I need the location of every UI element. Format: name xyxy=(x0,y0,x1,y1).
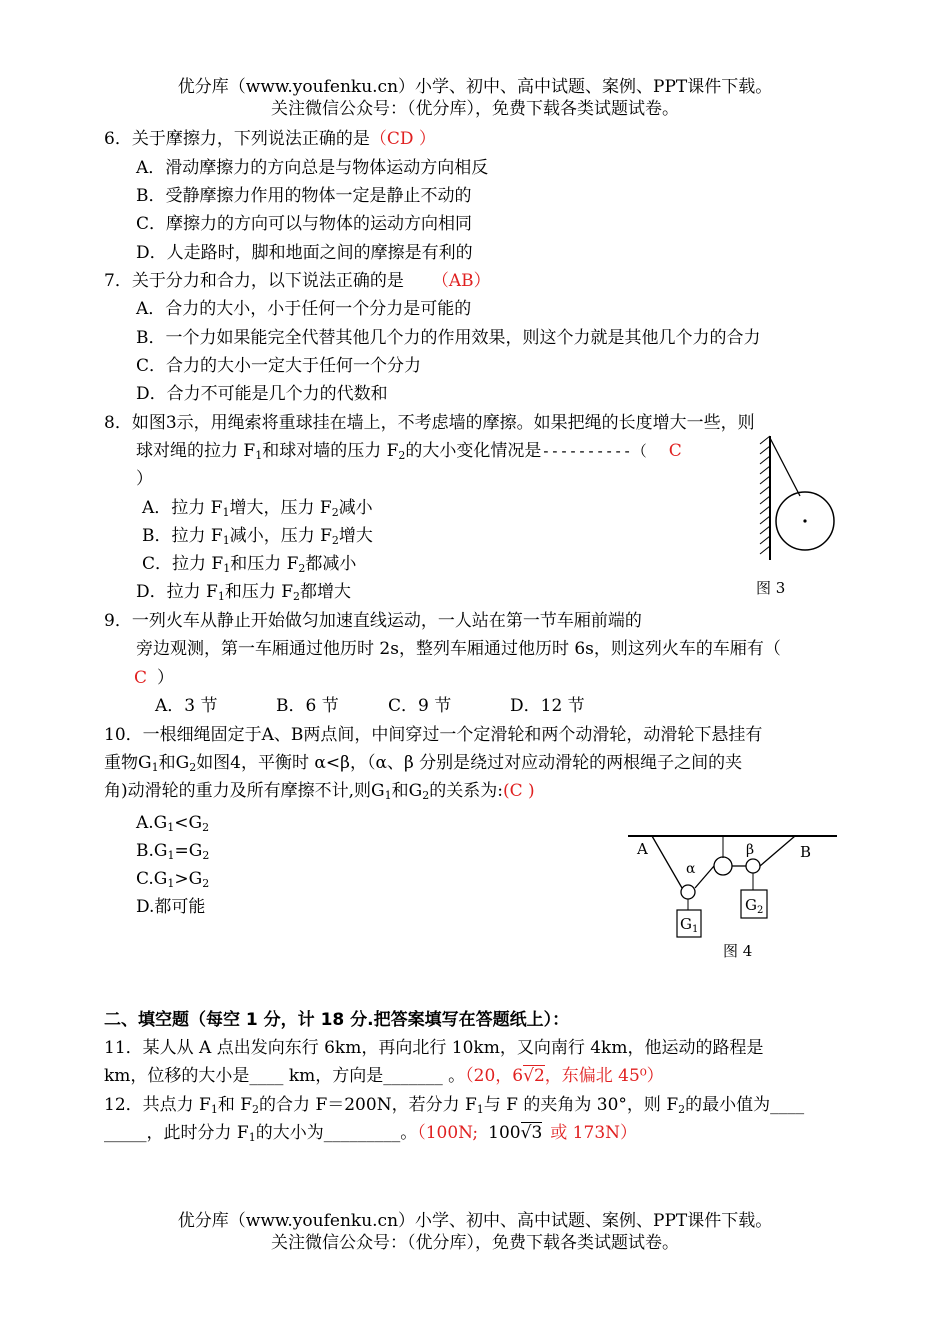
moving-pulley-1 xyxy=(681,885,695,899)
q10-text: 如图4，平衡时 α<β，（α、β 分别是绕过对应动滑轮的两根绳子之间的夹 xyxy=(196,753,743,773)
q10-answer: (C ) xyxy=(502,781,535,801)
q8-opt-text: 和压力 F xyxy=(224,582,294,602)
rope-left-inner xyxy=(695,866,714,888)
q8-text-c: 的大小变化情况是 xyxy=(405,441,542,461)
q12-answer-b: 或 173N） xyxy=(550,1123,638,1143)
q12-sqrt: √3 xyxy=(520,1123,543,1143)
q6-option-d: D．人走路时，脚和地面之间的摩擦是有利的 xyxy=(136,243,473,263)
subscript: 2 xyxy=(331,534,339,547)
figure-4-pulleys xyxy=(625,830,840,940)
q8-opt-text: 和压力 F xyxy=(230,554,299,574)
q7-option-a: A．合力的大小，小于任何一个分力是可能的 xyxy=(136,299,472,319)
subscript: 1 xyxy=(167,877,175,890)
q9-option-a: A．3 节 xyxy=(155,696,218,716)
label-g: G xyxy=(680,915,692,933)
q9-answer: C xyxy=(134,668,148,688)
subscript: 1 xyxy=(691,924,699,935)
subscript: 2 xyxy=(202,849,210,862)
q10-option-c xyxy=(136,868,209,890)
q11-answer-b: ，东偏北 45⁰） xyxy=(544,1066,664,1086)
q10-opt-text: <G xyxy=(174,813,203,833)
subscript: 1 xyxy=(222,534,230,547)
rope-right-outer xyxy=(760,836,795,866)
q11-line-2 xyxy=(104,1065,664,1087)
subscript: 1 xyxy=(248,1131,256,1144)
q12-text: _____，此时分力 F xyxy=(104,1123,249,1143)
section-2-title: 二、填空题（每空 1 分，计 18 分.把答案填写在答题纸上）： xyxy=(104,1010,570,1030)
q8-opt-text: 都减小 xyxy=(305,554,357,574)
ball-center-dot xyxy=(803,519,806,522)
q12-text: 与 F 的夹角为 30°，则 F xyxy=(483,1095,679,1115)
q7-option-b: B．一个力如果能完全代替其他几个力的作用效果，则这个力就是其他几个力的合力 xyxy=(136,328,761,348)
subscript: 1 xyxy=(210,1103,218,1116)
q7-option-d: D．合力不可能是几个力的代数和 xyxy=(136,384,388,404)
subscript: 1 xyxy=(223,562,231,575)
subscript: 2 xyxy=(252,1103,260,1116)
label-a: A xyxy=(637,840,648,858)
q9-close: ） xyxy=(157,668,175,688)
label-g: G xyxy=(745,896,757,914)
q10-text: 和G xyxy=(158,753,190,773)
q9-line-1: 9．一列火车从静止开始做匀加速直线运动，一人站在第一节车厢前端的 xyxy=(104,611,642,631)
q10-opt-text: C.G xyxy=(136,869,168,889)
q8-close-paren: ） xyxy=(136,469,153,489)
q8-opt-text: B．拉力 F xyxy=(142,526,223,546)
q12-answer-num: 100 xyxy=(488,1123,521,1143)
subscript: 2 xyxy=(756,905,764,916)
wall-hatching xyxy=(760,436,770,554)
subscript: 1 xyxy=(151,761,159,774)
q12-answer-a: （100N; xyxy=(417,1123,479,1143)
subscript: 2 xyxy=(298,562,306,575)
q12-text: 的大小为_________。 xyxy=(255,1123,418,1143)
q12-sqrt-radicand: 3 xyxy=(531,1123,543,1143)
q8-option-c xyxy=(142,553,356,575)
q6-option-a: A．滑动摩擦力的方向总是与物体运动方向相反 xyxy=(136,158,489,178)
q6-option-b: B．受静摩擦力作用的物体一定是静止不动的 xyxy=(136,186,472,206)
q8-opt-text: A．拉力 F xyxy=(142,498,223,518)
subscript: 1 xyxy=(384,789,392,802)
q6-answer: （CD ） xyxy=(369,129,436,149)
q11-sqrt-radicand: 2 xyxy=(533,1066,545,1086)
q12-line-2 xyxy=(104,1122,637,1144)
subscript: 2 xyxy=(202,877,210,890)
q10-option-b xyxy=(136,840,209,862)
q12-text: 的合力 F＝200N，若分力 F xyxy=(259,1095,477,1115)
label-alpha: α xyxy=(686,861,696,877)
q8-dashes: ----------（ xyxy=(541,442,647,460)
moving-pulley-2 xyxy=(746,859,760,873)
rope-line xyxy=(770,438,800,496)
q8-opt-text: 增大，压力 F xyxy=(229,498,332,518)
header-line-1: 优分库（www.youfenku.cn）小学、初中、高中试题、案例、PPT课件下载。 xyxy=(177,77,773,97)
q8-line-2 xyxy=(136,440,682,462)
q8-opt-text: 减小 xyxy=(338,498,373,518)
q7-stem-text: 7．关于分力和合力，以下说法正确的是 xyxy=(104,271,404,291)
label-b: B xyxy=(800,843,812,861)
q8-answer: C xyxy=(668,441,682,461)
q7-stem xyxy=(104,270,491,292)
q9-answer-line xyxy=(134,667,174,689)
q8-opt-text: 都增大 xyxy=(300,582,352,602)
subscript: 1 xyxy=(217,590,225,603)
q11-answer-a: （20，6 xyxy=(465,1066,524,1086)
q9-line-2: 旁边观测，第一车厢通过他历时 2s，整列车厢通过他历时 6s，则这列火车的车厢有（ xyxy=(136,639,781,659)
subscript: 2 xyxy=(422,789,430,802)
q11-sqrt: √2 xyxy=(523,1066,545,1086)
q10-line-1: 10．一根细绳固定于A、B两点间，中间穿过一个定滑轮和两个动滑轮，动滑轮下悬挂有 xyxy=(104,725,763,745)
q8-text-a: 球对绳的拉力 F xyxy=(136,441,256,461)
q10-opt-text: B.G xyxy=(136,841,168,861)
q9-option-c: C．9 节 xyxy=(388,696,452,716)
q11-text: km，位移的大小是____ km，方向是_______ 。 xyxy=(104,1066,466,1086)
q10-line-2 xyxy=(104,752,742,774)
q10-text: 和G xyxy=(391,781,423,801)
q10-option-a xyxy=(136,812,209,834)
q8-opt-text: C．拉力 F xyxy=(142,554,224,574)
q8-opt-text: 减小，压力 F xyxy=(229,526,332,546)
subscript: 2 xyxy=(202,821,210,834)
subscript: 1 xyxy=(167,849,175,862)
fixed-pulley xyxy=(714,857,732,875)
q10-text: 重物G xyxy=(104,753,152,773)
q9-option-d: D．12 节 xyxy=(510,696,585,716)
q10-opt-text: =G xyxy=(174,841,203,861)
footer-line-1: 优分库（www.youfenku.cn）小学、初中、高中试题、案例、PPT课件下载。 xyxy=(177,1211,773,1231)
q12-text: 的最小值为____ xyxy=(685,1095,805,1115)
q12-text: 12．共点力 F xyxy=(104,1095,211,1115)
q10-text: 的关系为: xyxy=(429,781,503,801)
q10-option-d: D.都可能 xyxy=(136,897,206,917)
subscript: 1 xyxy=(167,821,175,834)
q7-answer: （AB） xyxy=(431,271,491,291)
q10-opt-text: A.G xyxy=(136,813,168,833)
subscript: 2 xyxy=(678,1103,686,1116)
q10-text: 角)动滑轮的重力及所有摩擦不计,则G xyxy=(104,781,385,801)
q8-option-d xyxy=(136,581,351,603)
q6-stem-text: 6．关于摩擦力，下列说法正确的是 xyxy=(104,129,370,149)
subscript: 1 xyxy=(476,1103,484,1116)
figure-4-caption: 图 4 xyxy=(723,942,753,960)
q8-line-1: 8．如图3示，用绳索将重球挂在墙上，不考虑墙的摩擦。如果把绳的长度增大一些，则 xyxy=(104,413,755,433)
figure-3-caption: 图 3 xyxy=(756,579,786,597)
q12-text: 和 F xyxy=(217,1095,253,1115)
subscript: 2 xyxy=(189,761,197,774)
rope-left-outer xyxy=(652,836,682,888)
q8-option-a xyxy=(142,497,373,519)
header-line-2: 关注微信公众号：（优分库），免费下载各类试题试卷。 xyxy=(271,99,679,119)
q9-option-b: B．6 节 xyxy=(276,696,339,716)
label-beta: β xyxy=(746,842,755,858)
q8-option-b xyxy=(142,525,373,547)
q7-option-c: C．合力的大小一定大于任何一个分力 xyxy=(136,356,422,376)
subscript: 2 xyxy=(331,506,339,519)
q10-opt-text: >G xyxy=(174,869,203,889)
subscript: 2 xyxy=(293,590,301,603)
q8-text-b: 和球对墙的压力 F xyxy=(262,441,399,461)
q8-opt-text: D．拉力 F xyxy=(136,582,218,602)
subscript: 2 xyxy=(398,449,406,462)
subscript: 1 xyxy=(222,506,230,519)
subscript: 1 xyxy=(255,449,263,462)
q8-opt-text: 增大 xyxy=(338,526,373,546)
q12-line-1 xyxy=(104,1094,804,1116)
q11-line-1: 11．某人从 A 点出发向东行 6km，再向北行 10km，又向南行 4km，他运动的路程是 xyxy=(104,1038,764,1058)
q10-line-3 xyxy=(104,780,535,802)
q6-stem xyxy=(104,128,436,150)
q6-option-c: C．摩擦力的方向可以与物体的运动方向相同 xyxy=(136,214,473,234)
footer-line-2: 关注微信公众号：（优分库），免费下载各类试题试卷。 xyxy=(271,1233,679,1253)
